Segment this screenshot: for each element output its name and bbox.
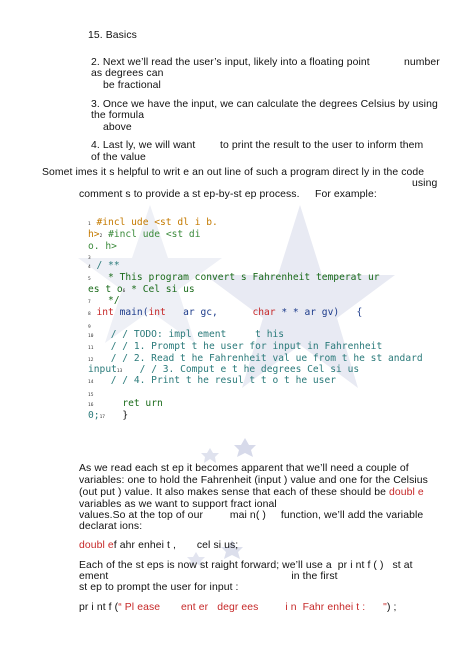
paragraph-3-line2: ement in the first: [79, 571, 338, 582]
code-line-15: 15: [88, 393, 94, 398]
list-item-4-line2: of the value: [91, 152, 146, 163]
code-line-12: 12 / / 2. Read t he Fahrenheit val ue from t he st andard: [88, 353, 423, 364]
list-item-4-line1: 4. Last ly, we will want: [91, 140, 196, 151]
paragraph-1-example: For example:: [315, 189, 377, 200]
code-line-16: 16 ret urn: [88, 398, 163, 409]
code-line-1: 1 #incl ude <st dl i b.: [88, 217, 218, 228]
section-heading: 15. Basics: [88, 30, 137, 41]
paragraph-2-line5: values.So at the top of our mai n( ) function, we’ll add the variable: [79, 510, 424, 521]
paragraph-3-line3: st ep to prompt the user for input :: [79, 582, 239, 593]
code-line-3: 3: [88, 256, 91, 261]
code-line-17: 0;17 }: [88, 410, 129, 421]
code-line-4: 4 / **: [88, 260, 120, 271]
list-item-2-line3: be fractional: [103, 80, 161, 91]
paragraph-2-line6: declarat ions:: [79, 521, 143, 532]
paragraph-2-line1: As we read each st ep it becomes apparent that we’ll need a couple of: [79, 463, 409, 474]
keyword-double: doubl e: [388, 487, 424, 498]
code-line-11: 11 / / 1. Prompt t he user for input in Fahrenheit: [88, 341, 383, 352]
printf-statement: pr i nt f (“ Pl ease ent er degr ees i n Fahr enhei t : ") ;: [79, 602, 397, 613]
code-line-13: input13 / / 3. Comput e t he degrees Cel si us: [88, 364, 360, 375]
code-line-2b: o. h>: [88, 241, 117, 252]
list-item-2-tail: number: [404, 57, 440, 68]
paragraph-2-line3: (out put ) value. It also makes sense that each of these should be doubl e: [79, 487, 424, 498]
paragraph-2-line2: variables: one to hold the Fahrenheit (input ) value and one for the Celsius: [79, 475, 428, 486]
code-line-2: h>2 #incl ude <st di: [88, 229, 201, 240]
list-item-3-line1: 3. Once we have the input, we can calculate the degrees Celsius by using: [91, 99, 438, 110]
paragraph-1-line2: comment s to provide a st ep-by-st ep process.: [79, 189, 300, 200]
paragraph-3-line1: Each of the st eps is now st raight forward; we’ll use a pr i nt f ( ) st at: [79, 560, 413, 571]
list-item-4-mid: to print the result to the user to inform them: [220, 140, 424, 151]
code-line-10: 10 / / TODO: impl ement t his: [88, 329, 285, 340]
list-item-2-line2: as degrees can: [91, 68, 164, 79]
paragraph-1-line1: Somet imes it s helpful to writ e an out line of such a program direct ly in the code: [42, 167, 425, 178]
variable-declaration: doubl ef ahr enhei t , cel si us;: [79, 540, 239, 551]
code-line-14: 14 / / 4. Print t he resul t t o t he user: [88, 375, 337, 386]
list-item-3-line2: the formula: [91, 110, 145, 121]
paragraph-1-tail: using: [412, 178, 438, 189]
code-line-5: 5 * This program convert s Fahrenheit temperat ur: [88, 272, 380, 283]
code-line-7: 7 */: [88, 295, 120, 306]
code-line-6: es t o6 * Cel si us: [88, 284, 195, 295]
code-line-8: 8 int main(int ar gc, char * * ar gv) {: [88, 307, 363, 318]
list-item-3-line3: above: [103, 122, 132, 133]
code-line-9: 9: [88, 325, 91, 330]
paragraph-2-line4: variables as we want to support fract ional: [79, 499, 277, 510]
list-item-2-line1: 2. Next we’ll read the user’s input, likely into a floating point: [91, 57, 370, 68]
